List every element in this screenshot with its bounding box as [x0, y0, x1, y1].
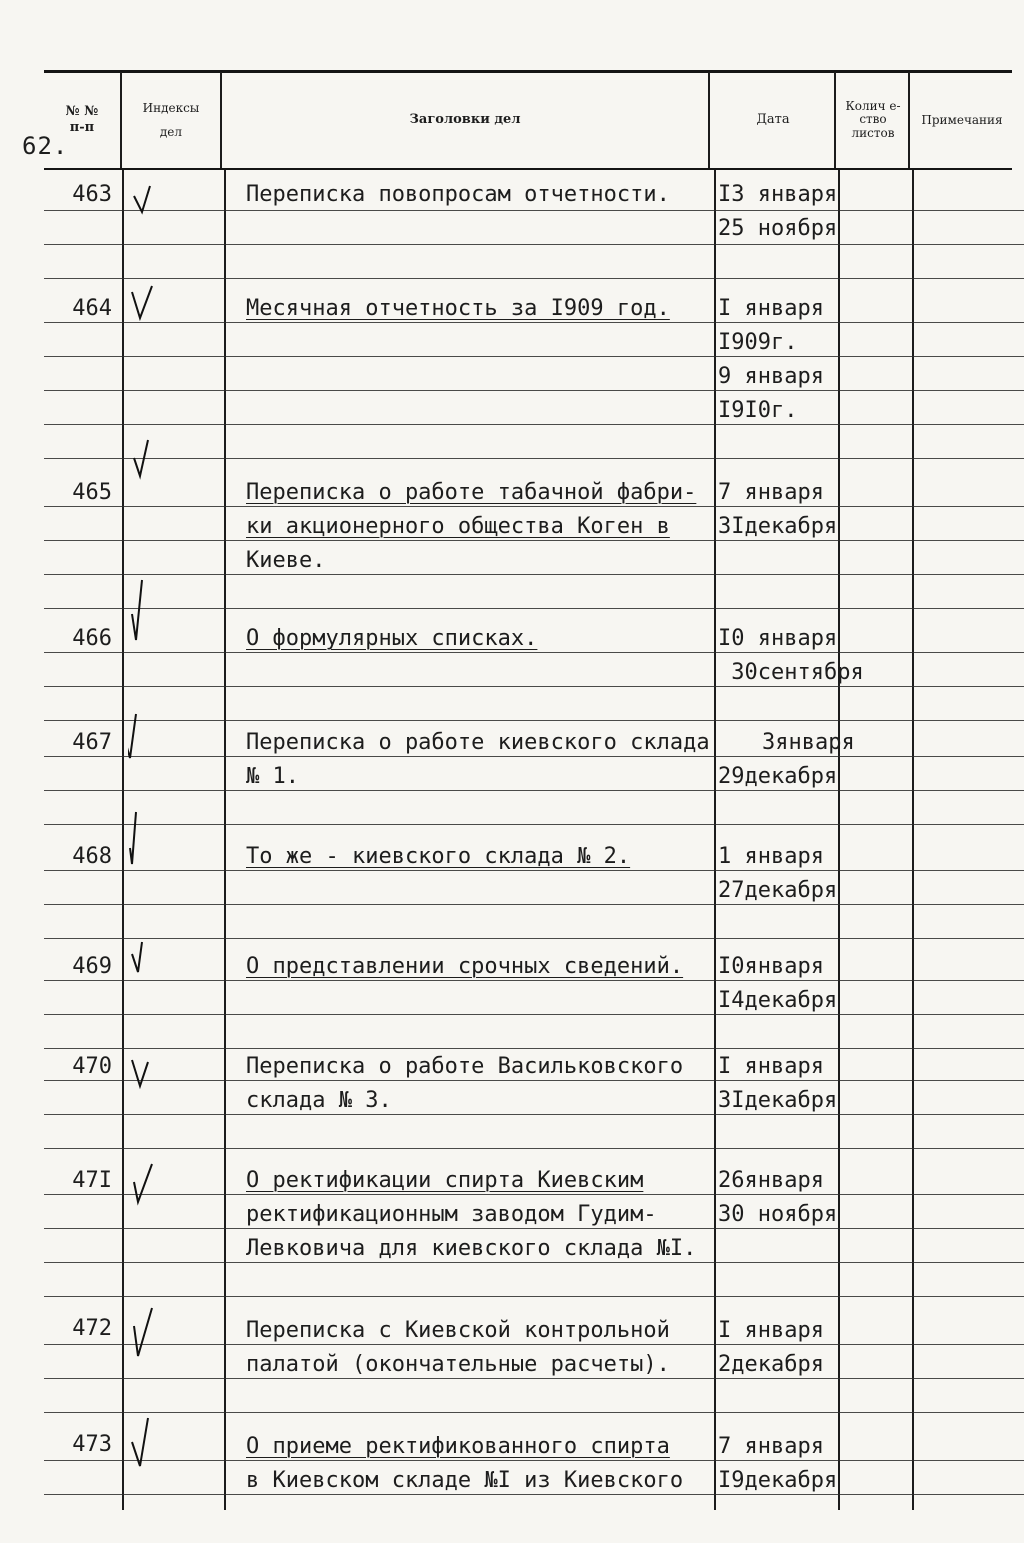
ruled-line [44, 1412, 1024, 1413]
body-col-divider [122, 170, 124, 1510]
entry-date: I4декабря [718, 988, 838, 1013]
ruled-line [44, 870, 1024, 871]
body-col-divider [714, 170, 716, 1510]
entry-number: 463 [72, 182, 112, 207]
entry-date: 3Iдекабря [718, 1088, 838, 1113]
ruled-line [44, 1378, 1024, 1379]
header-col-divider [120, 72, 122, 168]
ruled-line [44, 322, 1024, 323]
check-mark-icon [128, 182, 168, 218]
ruled-line [44, 1228, 1024, 1229]
ruled-line [44, 1344, 1024, 1345]
ruled-line [44, 1014, 1024, 1015]
header-col-divider [220, 72, 222, 168]
ruled-line [44, 1114, 1024, 1115]
entry-title-line: ки акционерного общества Коген в [246, 514, 670, 539]
check-mark-icon [128, 712, 168, 762]
check-mark-icon [128, 1304, 168, 1360]
ruled-line [44, 574, 1024, 575]
entry-date: I января [718, 1054, 824, 1079]
ruled-line [44, 938, 1024, 939]
entry-title-line: № 1. [246, 764, 299, 789]
check-mark-icon [128, 940, 168, 980]
entry-title-line: Месячная отчетность за I909 год. [246, 296, 670, 321]
pen-arrow-mark [760, 0, 840, 20]
ruled-line [44, 1296, 1024, 1297]
ruled-line [44, 686, 1024, 687]
header-col-divider [834, 72, 836, 168]
entry-date: 29декабря [718, 764, 838, 789]
entry-title-line: Переписка повопросам отчетности. [246, 182, 670, 207]
entry-date: I января [718, 296, 824, 321]
header-title: Заголовки дел [409, 111, 521, 127]
ruled-line [44, 720, 1024, 721]
entry-title-line: Переписка с Киевской контрольной [246, 1318, 670, 1343]
header-number: № № п-п [65, 103, 99, 135]
entry-title-line: О ректификации спирта Киевским [246, 1168, 644, 1193]
ruled-line [44, 652, 1024, 653]
check-mark-icon [128, 284, 168, 324]
check-mark-icon [128, 808, 168, 868]
entry-number: 470 [72, 1054, 112, 1079]
ruled-line [44, 244, 1024, 245]
header-bottom-rule [44, 168, 1012, 170]
check-mark-icon [128, 1054, 168, 1090]
entry-date: 3Iдекабря [718, 514, 838, 539]
ruled-line [44, 390, 1024, 391]
ruled-line [44, 824, 1024, 825]
entry-number: 464 [72, 296, 112, 321]
ruled-line [44, 1194, 1024, 1195]
entry-date: I9декабря [718, 1468, 838, 1493]
entry-number: 473 [72, 1432, 112, 1457]
ruled-line [44, 424, 1024, 425]
ruled-line [44, 904, 1024, 905]
entry-date: 25 ноября [718, 216, 838, 241]
entry-number: 469 [72, 954, 112, 979]
entry-number: 467 [72, 730, 112, 755]
entry-title-line: склада № 3. [246, 1088, 392, 1113]
ruled-line [44, 210, 1024, 211]
entry-title-line: Переписка о работе киевского склада [246, 730, 710, 755]
header-col-divider [708, 72, 710, 168]
ruled-line [44, 1148, 1024, 1149]
entry-date: I909г. [718, 330, 798, 355]
body-col-divider [224, 170, 226, 1510]
entry-date: 9 января [718, 364, 824, 389]
entry-date: I0 января [718, 626, 838, 651]
entry-date: 7 января [718, 480, 824, 505]
entry-date: 27декабря [718, 878, 838, 903]
ruled-line [44, 278, 1024, 279]
entry-date: 26января [718, 1168, 824, 1193]
entry-date: I января [718, 1318, 824, 1343]
entry-date: 30сентября [718, 660, 864, 685]
entry-number: 468 [72, 844, 112, 869]
entry-title-line: Киеве. [246, 548, 326, 573]
header-index: Индексы дел [142, 101, 200, 139]
ruled-line [44, 980, 1024, 981]
ruled-line [44, 1048, 1024, 1049]
ruled-line [44, 506, 1024, 507]
ruled-line [44, 1080, 1024, 1081]
entry-title-line: То же - киевского склада № 2. [246, 844, 631, 869]
entry-title-line: О представлении срочных сведений. [246, 954, 684, 979]
header-notes: Примечания [921, 112, 1003, 127]
ruled-line [44, 790, 1024, 791]
header-date: Дата [756, 111, 790, 127]
check-mark-icon [128, 436, 168, 480]
ruled-line [44, 1460, 1024, 1461]
page-number: 62. [22, 132, 69, 160]
entry-title-line: О формулярных списках. [246, 626, 538, 651]
ruled-line [44, 608, 1024, 609]
entry-date: 1 января [718, 844, 824, 869]
entry-date: 3января [762, 730, 855, 755]
entry-title-line: О приеме ректификованного спирта [246, 1434, 670, 1459]
entry-date: I9I0г. [718, 398, 798, 423]
ruled-line [44, 756, 1024, 757]
entry-title-line: в Киевском складе №I из Киевского [246, 1468, 684, 1493]
check-mark-icon [128, 1414, 168, 1470]
entry-date: I3 января [718, 182, 838, 207]
ruled-line [44, 356, 1024, 357]
entry-date: 7 января [718, 1434, 824, 1459]
entry-title-line: ректификационным заводом Гудим- [246, 1202, 657, 1227]
entry-date: I0января [718, 954, 824, 979]
entry-number: 466 [72, 626, 112, 651]
ruled-line [44, 540, 1024, 541]
entry-number: 47I [72, 1168, 112, 1193]
header-col-divider [908, 72, 910, 168]
entry-title-line: Переписка о работе Васильковского [246, 1054, 684, 1079]
entry-number: 465 [72, 480, 112, 505]
ruled-line [44, 458, 1024, 459]
entry-title-line: палатой (окончательные расчеты). [246, 1352, 670, 1377]
ruled-line [44, 1494, 1024, 1495]
ruled-line [44, 1262, 1024, 1263]
entry-title-line: Левковича для киевского склада №I. [246, 1236, 697, 1261]
header-sheets: Колич е- ство листов [845, 99, 901, 140]
check-mark-icon [128, 1160, 168, 1206]
entry-number: 472 [72, 1316, 112, 1341]
entry-date: 2декабря [718, 1352, 824, 1377]
entry-date: 30 ноября [718, 1202, 838, 1227]
entry-title-line: Переписка о работе табачной фабри- [246, 480, 697, 505]
check-mark-icon [128, 578, 168, 648]
body-col-divider [912, 170, 914, 1510]
